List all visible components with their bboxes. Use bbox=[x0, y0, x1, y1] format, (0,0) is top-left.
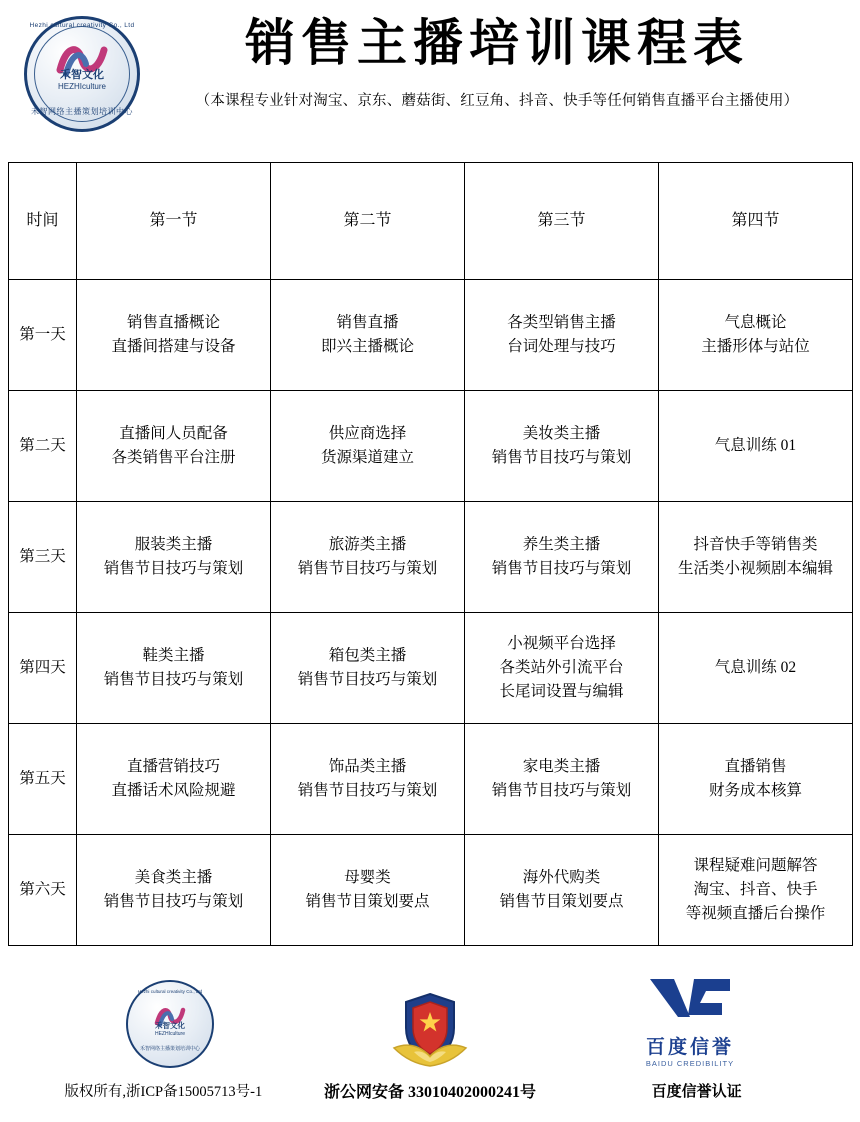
seal-subtitle: 禾智网络主播策划培训中心 bbox=[139, 1047, 200, 1052]
cell-line: 直播间人员配备 bbox=[119, 424, 228, 442]
police-shield-icon bbox=[384, 990, 476, 1068]
cell-line: 供应商选择 bbox=[328, 424, 407, 442]
cell-line: 课程疑难问题解答 bbox=[693, 856, 818, 874]
day-label-cell: 第三天 bbox=[9, 502, 77, 613]
table-row bbox=[9, 835, 853, 946]
day-label-cell: 第一天 bbox=[9, 280, 77, 391]
cell-line: 即兴主播概论 bbox=[320, 338, 414, 355]
icp-record-text: 版权所有,浙ICP备15005713号-1 bbox=[64, 1083, 263, 1100]
day-label-cell: 第五天 bbox=[9, 724, 77, 835]
footer-badges bbox=[0, 972, 860, 1068]
session-cell bbox=[659, 280, 853, 391]
session-cell bbox=[465, 613, 659, 724]
cell-line: 养生类主播 bbox=[522, 535, 601, 553]
session-cell bbox=[465, 502, 659, 613]
logo-subtitle: 禾智网络主播策划培训中心 bbox=[31, 107, 133, 116]
session-cell bbox=[77, 280, 271, 391]
cell-line: 服装类主播 bbox=[134, 535, 213, 553]
logo-english-top: Hezhi cultural creativity Co., Ltd bbox=[29, 22, 135, 29]
cell-line: 主播形体与站位 bbox=[701, 338, 810, 355]
session-cell bbox=[271, 391, 465, 502]
cell-line: 直播间搭建与设备 bbox=[111, 338, 236, 355]
police-emblem-icon bbox=[384, 990, 476, 1068]
cell-line: 销售直播 bbox=[336, 313, 399, 331]
session-cell bbox=[659, 724, 853, 835]
session-cell bbox=[77, 391, 271, 502]
session-cell bbox=[271, 835, 465, 946]
baidu-label-en: BAIDU CREDIBILITY bbox=[645, 1059, 735, 1068]
cell-line: 销售节目技巧与策划 bbox=[491, 782, 632, 799]
cell-line: 销售直播概论 bbox=[126, 313, 220, 331]
header-cell-time: 时间 bbox=[9, 163, 77, 280]
footer-text-row bbox=[0, 1068, 860, 1112]
session-cell bbox=[77, 724, 271, 835]
table-row bbox=[9, 724, 853, 835]
logo-company-name: 禾智文化 bbox=[60, 69, 104, 81]
cell-line: 销售节目技巧与策划 bbox=[491, 560, 632, 577]
cell-line: 销售节目技巧与策划 bbox=[491, 449, 632, 466]
session-cell bbox=[77, 613, 271, 724]
session-cell bbox=[77, 835, 271, 946]
day-label-cell: 第二天 bbox=[9, 391, 77, 502]
cell-line: 各类销售平台注册 bbox=[111, 449, 236, 466]
cell-line: 销售节目策划要点 bbox=[305, 893, 430, 910]
seal-english-top: Hezhi cultural creativity Co., Ltd bbox=[137, 989, 203, 994]
session-cell bbox=[465, 280, 659, 391]
table-row bbox=[9, 613, 853, 724]
schedule-table bbox=[8, 162, 853, 946]
session-cell bbox=[659, 613, 853, 724]
schedule-table-wrapper bbox=[0, 140, 860, 946]
seal-company-name: 禾智文化 bbox=[155, 1021, 185, 1030]
table-row bbox=[9, 280, 853, 391]
cell-line: 台词处理与技巧 bbox=[507, 338, 616, 355]
title-block bbox=[146, 8, 842, 110]
page-footer bbox=[0, 972, 860, 1122]
session-cell bbox=[465, 391, 659, 502]
cell-line: 旅游类主播 bbox=[328, 535, 407, 553]
day-label-cell: 第六天 bbox=[9, 835, 77, 946]
cell-line: 长尾词设置与编辑 bbox=[499, 683, 624, 700]
cell-line: 气息训练 01 bbox=[714, 436, 797, 454]
page-subtitle: （本课程专业针对淘宝、京东、蘑菇街、红豆角、抖音、快手等任何销售直播平台主播使用） bbox=[195, 92, 799, 109]
session-cell bbox=[465, 835, 659, 946]
header-cell-session-2: 第二节 bbox=[271, 163, 465, 280]
police-emblem-badge bbox=[325, 990, 535, 1068]
cell-line: 直播营销技巧 bbox=[126, 757, 220, 775]
cell-line: 各类型销售主播 bbox=[507, 313, 616, 331]
session-cell bbox=[659, 835, 853, 946]
cell-line: 直播话术风险规避 bbox=[111, 782, 236, 799]
cell-line: 鞋类主播 bbox=[142, 646, 205, 664]
day-label-cell: 第四天 bbox=[9, 613, 77, 724]
cell-line: 家电类主播 bbox=[522, 757, 601, 775]
page-header bbox=[0, 0, 860, 140]
cell-line: 小视频平台选择 bbox=[507, 634, 616, 652]
cell-line: 销售节目技巧与策划 bbox=[297, 782, 438, 799]
company-seal-icon bbox=[126, 980, 214, 1068]
cell-line: 淘宝、抖音、快手 bbox=[693, 880, 818, 898]
table-row bbox=[9, 391, 853, 502]
cell-line: 销售节目技巧与策划 bbox=[103, 893, 244, 910]
header-cell-session-3: 第三节 bbox=[465, 163, 659, 280]
baidu-credibility-badge bbox=[585, 973, 795, 1068]
cell-line: 销售节目策划要点 bbox=[499, 893, 624, 910]
session-cell bbox=[271, 724, 465, 835]
company-logo bbox=[18, 10, 146, 138]
session-cell bbox=[77, 502, 271, 613]
cell-line: 销售节目技巧与策划 bbox=[103, 671, 244, 688]
seal-english-mid: HEZHIculture bbox=[154, 1031, 185, 1037]
logo-english-mid: HEZHIculture bbox=[57, 82, 106, 91]
table-header-row bbox=[9, 163, 853, 280]
session-cell bbox=[659, 391, 853, 502]
cell-line: 饰品类主播 bbox=[328, 757, 407, 775]
cell-line: 抖音快手等销售类 bbox=[693, 535, 818, 553]
cell-line: 海外代购类 bbox=[522, 868, 601, 886]
session-cell bbox=[271, 280, 465, 391]
cell-line: 箱包类主播 bbox=[328, 646, 407, 664]
cell-line: 母婴类 bbox=[344, 868, 391, 886]
header-cell-session-4: 第四节 bbox=[659, 163, 853, 280]
company-seal-badge bbox=[65, 980, 275, 1068]
session-cell bbox=[271, 502, 465, 613]
cell-line: 财务成本核算 bbox=[708, 782, 802, 799]
cell-line: 气息训练 02 bbox=[714, 658, 797, 676]
baidu-label-cn: 百度信誉 bbox=[645, 1037, 734, 1058]
cell-line: 销售节目技巧与策划 bbox=[297, 671, 438, 688]
gov-record-text: 浙公网安备 33010402000241号 bbox=[323, 1083, 536, 1101]
cell-line: 销售节目技巧与策划 bbox=[103, 560, 244, 577]
header-cell-session-1: 第一节 bbox=[77, 163, 271, 280]
baidu-certification-text: 百度信誉认证 bbox=[651, 1083, 742, 1100]
cell-line: 气息概论 bbox=[724, 313, 787, 331]
cell-line: 生活类小视频剧本编辑 bbox=[677, 560, 833, 577]
session-cell bbox=[271, 613, 465, 724]
baidu-logo bbox=[615, 973, 765, 1068]
cell-line: 各类站外引流平台 bbox=[499, 658, 624, 676]
page-title: 销售主播培训课程表 bbox=[245, 15, 749, 71]
baidu-v-icon bbox=[644, 973, 736, 1025]
cell-line: 美食类主播 bbox=[134, 868, 213, 886]
cell-line: 销售节目技巧与策划 bbox=[297, 560, 438, 577]
session-cell bbox=[659, 502, 853, 613]
table-row bbox=[9, 502, 853, 613]
session-cell bbox=[465, 724, 659, 835]
cell-line: 货源渠道建立 bbox=[320, 449, 414, 466]
cell-line: 直播销售 bbox=[724, 757, 787, 775]
cell-line: 等视频直播后台操作 bbox=[685, 905, 826, 922]
cell-line: 美妆类主播 bbox=[522, 424, 601, 442]
